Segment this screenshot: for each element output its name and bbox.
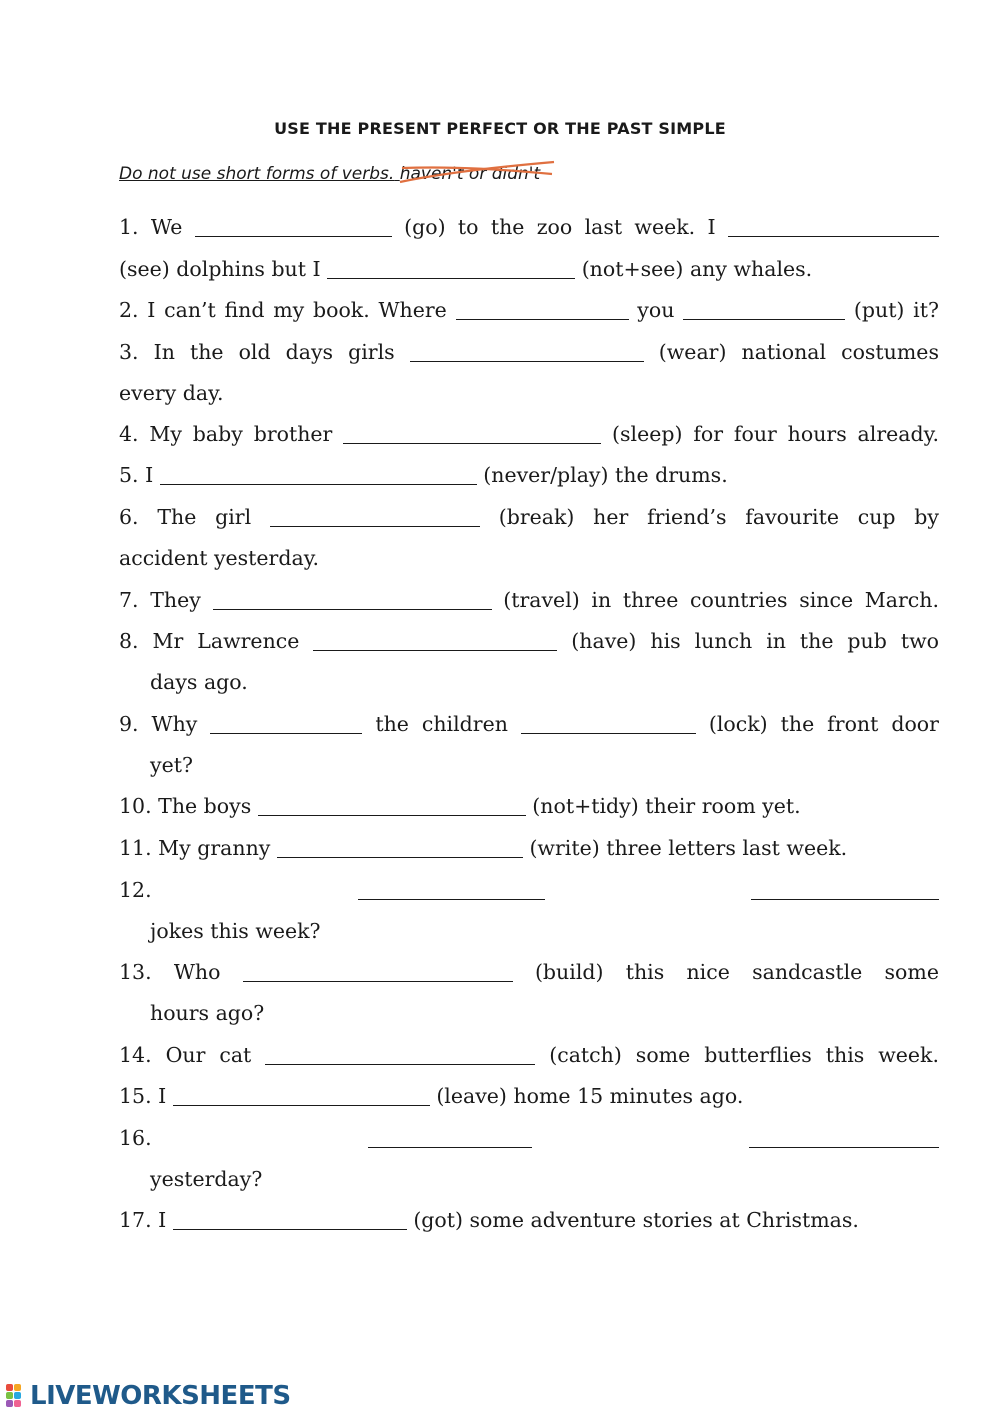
exercise-text: (not+see) any whales. xyxy=(581,257,813,281)
answer-blank[interactable] xyxy=(265,1044,535,1066)
exercise-text: (go) to the zoo last week. I xyxy=(404,215,716,239)
exercise-14-line-1 xyxy=(119,1035,939,1076)
exercise-6-line-2 xyxy=(119,538,939,579)
exercise-text: Our cat xyxy=(165,1043,252,1067)
exercise-4-line-1 xyxy=(119,414,939,455)
exercise-text: (got) some adventure stories at Christmas. xyxy=(413,1208,859,1232)
exercise-text: Mr Lawrence xyxy=(152,629,300,653)
answer-blank[interactable] xyxy=(210,713,362,735)
exercise-7-line-1 xyxy=(119,580,939,621)
strike-mark xyxy=(398,160,558,186)
answer-blank[interactable] xyxy=(456,299,629,321)
exercise-text: (never/play) the drums. xyxy=(483,463,728,487)
exercise-number: 1. xyxy=(119,215,139,239)
logo-grid-icon xyxy=(6,1384,28,1408)
exercise-number: 14. xyxy=(119,1043,152,1067)
instruction-text: Do not use short forms of verbs. xyxy=(119,164,395,184)
exercise-text: In the old days girls xyxy=(153,340,395,364)
exercise-number: 5. xyxy=(119,463,139,487)
exercise-text: My granny xyxy=(158,836,271,860)
exercise-16-line-1 xyxy=(119,1118,939,1159)
answer-blank[interactable] xyxy=(243,961,513,983)
exercise-text: the children xyxy=(375,712,508,736)
exercise-text: days ago. xyxy=(150,670,248,694)
exercise-number: 8. xyxy=(119,629,139,653)
exercise-6-line-1 xyxy=(119,497,939,538)
exercise-text: (see) dolphins but I xyxy=(119,257,321,281)
exercise-text: (write) three letters last week. xyxy=(529,836,848,860)
answer-blank[interactable] xyxy=(368,1127,532,1149)
exercise-text: We xyxy=(150,215,183,239)
answer-blank[interactable] xyxy=(343,423,601,445)
exercise-12-line-2 xyxy=(150,911,939,952)
exercise-text: (catch) some butterflies this week. xyxy=(549,1043,939,1067)
exercise-12-line-1 xyxy=(119,870,939,911)
exercise-number: 7. xyxy=(119,588,139,612)
exercise-number: 12. xyxy=(119,878,152,902)
exercise-text: (build) this nice sandcastle some xyxy=(534,960,939,984)
exercise-text: (lock) the front door xyxy=(708,712,939,736)
instruction-line xyxy=(119,164,540,184)
exercise-text: Who xyxy=(173,960,221,984)
exercise-number: 10. xyxy=(119,794,152,818)
exercise-15-line-1 xyxy=(119,1076,939,1117)
answer-blank[interactable] xyxy=(327,258,575,280)
exercise-5-line-1 xyxy=(119,455,939,496)
answer-blank[interactable] xyxy=(749,1127,939,1149)
answer-blank[interactable] xyxy=(683,299,845,321)
answer-blank[interactable] xyxy=(173,1209,407,1231)
exercise-number: 17. xyxy=(119,1208,152,1232)
exercise-number: 4. xyxy=(119,422,139,446)
exercise-text: They xyxy=(150,588,201,612)
exercise-17-line-1 xyxy=(119,1200,939,1241)
exercise-10-line-1 xyxy=(119,786,939,827)
exercise-8-line-2 xyxy=(150,662,939,703)
exercise-3-line-2 xyxy=(119,373,939,414)
exercise-text: I xyxy=(158,1208,167,1232)
exercise-2-line-1 xyxy=(119,290,939,331)
exercise-16-line-2 xyxy=(150,1159,939,1200)
exercise-number: 11. xyxy=(119,836,152,860)
exercise-text: hours ago? xyxy=(150,1001,265,1025)
exercise-text: I xyxy=(145,463,154,487)
answer-blank[interactable] xyxy=(173,1085,430,1107)
exercise-number: 13. xyxy=(119,960,152,984)
exercise-number: 3. xyxy=(119,340,139,364)
exercise-9-line-2 xyxy=(150,745,939,786)
exercise-text: (sleep) for four hours already. xyxy=(612,422,939,446)
answer-blank[interactable] xyxy=(358,879,545,901)
answer-blank[interactable] xyxy=(521,713,696,735)
exercise-8-line-1 xyxy=(119,621,939,662)
answer-blank[interactable] xyxy=(313,630,557,652)
answer-blank[interactable] xyxy=(213,589,492,611)
exercise-text: (have) his lunch in the pub two xyxy=(571,629,939,653)
answer-blank[interactable] xyxy=(728,216,939,238)
exercise-text: I can’t find my book. Where xyxy=(147,298,447,322)
exercise-number: 16. xyxy=(119,1126,152,1150)
answer-blank[interactable] xyxy=(195,216,392,238)
exercise-text: you xyxy=(637,298,675,322)
answer-blank[interactable] xyxy=(258,795,526,817)
exercise-number: 9. xyxy=(119,712,139,736)
liveworksheets-logo xyxy=(6,1381,291,1411)
exercise-13-line-2 xyxy=(150,993,939,1034)
answer-blank[interactable] xyxy=(410,341,644,363)
exercise-text: (put) it? xyxy=(853,298,939,322)
answer-blank[interactable] xyxy=(160,464,477,486)
struck-example-text: haven't or didn't xyxy=(399,164,541,184)
exercise-number: 15. xyxy=(119,1084,152,1108)
answer-blank[interactable] xyxy=(270,506,480,528)
answer-blank[interactable] xyxy=(277,837,523,859)
exercise-text: I xyxy=(158,1084,167,1108)
exercise-1-line-1 xyxy=(119,207,939,248)
exercise-text: (not+tidy) their room yet. xyxy=(532,794,801,818)
exercise-text: yesterday? xyxy=(150,1167,263,1191)
worksheet-title: USE THE PRESENT PERFECT OR THE PAST SIMPLE xyxy=(274,119,726,138)
exercise-9-line-1 xyxy=(119,704,939,745)
exercise-13-line-1 xyxy=(119,952,939,993)
exercise-text: Why xyxy=(151,712,198,736)
exercise-text: (travel) in three countries since March. xyxy=(503,588,939,612)
exercise-text: (leave) home 15 minutes ago. xyxy=(436,1084,744,1108)
exercise-number: 2. xyxy=(119,298,139,322)
exercise-text: (wear) national costumes xyxy=(658,340,939,364)
exercise-number: 6. xyxy=(119,505,139,529)
exercise-11-line-1 xyxy=(119,828,939,869)
exercise-text: yet? xyxy=(150,753,193,777)
exercise-text: accident yesterday. xyxy=(119,546,320,570)
exercise-text: The girl xyxy=(157,505,252,529)
exercise-1-line-2 xyxy=(119,249,939,290)
exercise-text: every day. xyxy=(119,381,224,405)
exercise-text: (break) her friend’s favourite cup by xyxy=(498,505,939,529)
exercise-text: My baby brother xyxy=(149,422,333,446)
answer-blank[interactable] xyxy=(751,879,939,901)
exercise-3-line-1 xyxy=(119,332,939,373)
exercise-text: The boys xyxy=(158,794,252,818)
struck-example xyxy=(400,164,540,184)
logo-wordmark: LIVEWORKSHEETS xyxy=(30,1381,291,1411)
exercise-text: jokes this week? xyxy=(150,919,321,943)
